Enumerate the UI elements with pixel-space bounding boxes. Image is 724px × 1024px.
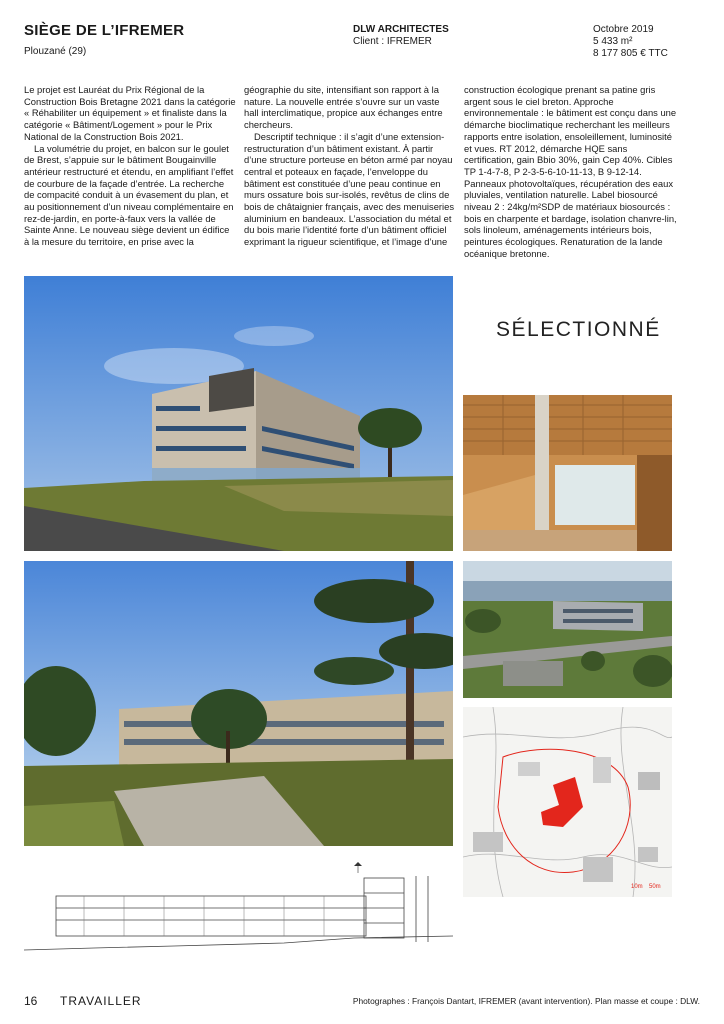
project-location: Plouzané (29) — [24, 46, 87, 57]
project-cost: 8 177 805 € TTC — [593, 48, 668, 59]
section-drawing — [24, 858, 453, 973]
text-column-2 — [244, 84, 456, 248]
scale-label-large: 50m — [649, 884, 661, 890]
selection-badge: SÉLECTIONNÉ — [496, 318, 661, 341]
site-plan-diagram — [463, 707, 672, 897]
photo-aerial-view — [463, 561, 672, 698]
text-column-1 — [24, 84, 236, 248]
project-meta — [593, 24, 668, 60]
paragraph: La volumétrie du projet, en balcon sur le goulet de Brest, s’appuie sur le bâtiment Bougainville antérieur restructuré et étendu, en amplifiant l’effet de courbure de la façade d’entrée. La recherche de compacité conduit à un évasement du plan, et au positionnement d’un niveau complémentaire en rez-de-jardin, en porte-à-faux vers la vallée de Sainte Anne. Le nouveau siège devient un édifice à la mesure du territoire, en prise avec la — [24, 142, 234, 248]
photo-interior-atrium — [463, 395, 672, 551]
paragraph: construction écologique prenant sa patine gris argent sous le ciel breton. Approche environnementale : le bâtiment est conçu dans une démarche bioclimatique recherchant les meilleurs rapports entre isolation, ensoleillement, luminosité et vues. RT 2012, démarche HQE sans certification, gain Bbio 30%, gain Cep 40%. Cibles TP 1-4-7-8, P 2-3-5-6-10-11-13, B 9-12-14. Panneaux photovoltaïques, récupération des eaux pluviales, ventilation naturelle. Label biosourcé niveau 2 : 24kg/m²SDP de matériaux biosourcés : bois en charpente et bardage, isolation chanvre-lin, sols linoleum, aménagements intérieurs bois, peintures écologiques. Renaturation de la lande océanique bretonne. — [464, 84, 677, 259]
article-title: SIÈGE DE L’IFREMER — [24, 22, 185, 39]
page-number: 16 — [24, 994, 38, 1008]
project-area: 5 433 m² — [593, 36, 633, 47]
paragraph: Le projet est Lauréat du Prix Régional de la Construction Bois Bretagne 2021 dans la catégorie « Réhabiliter un équipement » et finaliste dans la catégorie « Bâtiment/Logement » pour le Prix National de la Construction Bois 2021. — [24, 84, 236, 142]
project-date: Octobre 2019 — [593, 24, 654, 35]
photo-building-with-pine — [24, 561, 453, 846]
section-name: TRAVAILLER — [60, 994, 142, 1008]
client-name: Client : IFREMER — [353, 36, 432, 47]
photo-credits: Photographes : François Dantart, IFREMER (avant intervention). Plan masse et coupe : DLW. — [352, 996, 700, 1006]
paragraph: Descriptif technique : il s’agit d’une extension-restructuration d’un bâtiment existant. À partir d’une structure porteuse en béton armé par noyau central et poteaux en façade, l’enveloppe du bâtiment est constituée d’une peau continue en murs ossature bois sur-isolés, revêtus de clins de bois de châtaignier français, avec des menuiseries aluminium en bandeaux. L’association du métal et du bois marie l’identité forte d’un bâtiment officiel exprimant la rigueur scientifique, et l’image d’une — [244, 130, 455, 248]
text-column-3 — [464, 84, 678, 260]
scale-label-small: 10m — [631, 884, 643, 890]
architect-name: DLW ARCHITECTES — [353, 24, 449, 35]
paragraph: géographie du site, intensifiant son rapport à la nature. La nouvelle entrée s’ouvre sur un vaste hall interclimatique, propice aux échanges entre chercheurs. — [244, 84, 443, 131]
photo-building-exterior — [24, 276, 453, 551]
